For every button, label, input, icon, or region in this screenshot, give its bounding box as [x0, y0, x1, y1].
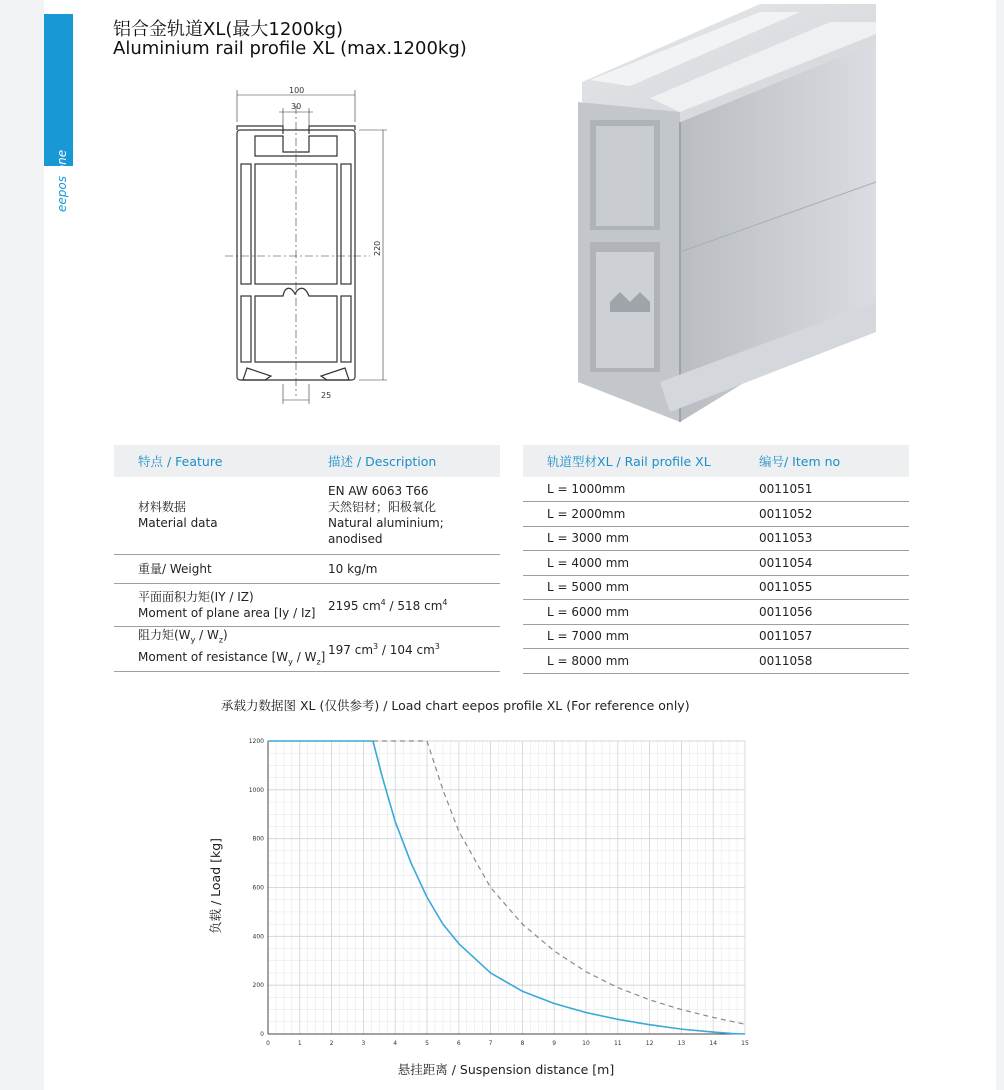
item-cell: 0011057	[759, 624, 909, 649]
length-cell: L = 5000 mm	[523, 575, 759, 600]
y-tick-label: 600	[252, 884, 264, 892]
x-tick-label: 6	[456, 1040, 461, 1047]
x-tick-label: 11	[613, 1040, 622, 1047]
table-row	[523, 600, 909, 625]
feature-en: Moment of resistance $[W_y / W_z]$	[138, 649, 326, 666]
profile-header: 轨道型材XL / Rail profile XL	[523, 445, 759, 477]
x-tick-label: 2	[329, 1040, 334, 1047]
y-tick-label: 1200	[248, 738, 264, 745]
chart-grid	[268, 741, 745, 1034]
item-cell: 0011052	[759, 502, 909, 527]
desc-line: 天然铝材；阳极氧化	[328, 500, 437, 515]
length-cell: L = 4000 mm	[523, 551, 759, 576]
chart-title: 承载力数据图 XL (仅供参考) / Load chart eepos profile XL (For reference only)	[221, 698, 690, 713]
table-row	[523, 502, 909, 527]
feature-cn: 重量/ Weight	[138, 561, 212, 576]
desc-line: EN AW 6063 T66	[328, 484, 429, 499]
item-cell: 0011058	[759, 649, 909, 674]
x-tick-label: 14	[709, 1040, 718, 1047]
brand-part2: one	[55, 149, 69, 173]
x-tick-label: 9	[552, 1040, 557, 1047]
item-cell: 0011056	[759, 600, 909, 625]
x-tick-label: 12	[645, 1040, 654, 1047]
table-row	[523, 526, 909, 551]
table-row	[114, 477, 500, 554]
desc-sup: 3	[373, 642, 379, 651]
desc-value: 2195 cm	[328, 599, 381, 613]
brand-tab	[44, 14, 73, 166]
desc-sup: 4	[442, 598, 448, 607]
table-row	[114, 554, 500, 583]
x-tick-label: 4	[393, 1040, 398, 1047]
x-axis-label: 悬挂距离 / Suspension distance [m]	[397, 1062, 615, 1077]
x-tick-label: 1	[297, 1040, 302, 1047]
y-tick-label: 1000	[248, 786, 264, 794]
desc-line: anodised	[328, 532, 383, 547]
x-tick-label: 13	[677, 1040, 686, 1047]
table-row	[114, 583, 500, 626]
table-row	[523, 477, 909, 502]
feature-cn: 平面面积力矩(IY / IZ)	[138, 589, 254, 604]
feature-cn: 材料数据	[138, 500, 187, 515]
desc-value: 197 cm	[328, 643, 374, 657]
brand-part1: eepos	[55, 176, 69, 212]
desc-value: / 104 cm	[378, 643, 435, 657]
dim-width-label: 100	[289, 86, 305, 95]
desc-value: / 518 cm	[385, 599, 443, 613]
dim-height-label: 220	[373, 240, 382, 256]
page-title-en: Aluminium rail profile XL (max.1200kg)	[113, 38, 467, 59]
table-row	[523, 575, 909, 600]
feature-en: Material data	[138, 516, 218, 531]
desc-sup: 3	[434, 642, 440, 651]
table-row	[523, 649, 909, 674]
item-cell: 0011053	[759, 526, 909, 551]
length-cell: L = 3000 mm	[523, 526, 759, 551]
profile-drawing	[225, 86, 405, 406]
y-tick-label: 400	[252, 933, 264, 941]
y-tick-label: 0	[260, 1031, 264, 1038]
feature-header: 特点 / Feature	[114, 445, 328, 477]
dim-slot-label: 30	[291, 102, 302, 111]
x-tick-label: 7	[488, 1040, 493, 1047]
length-cell: L = 1000mm	[523, 477, 759, 502]
table-row	[523, 551, 909, 576]
page-title-cn: 铝合金轨道XL(最大1200kg)	[113, 19, 344, 40]
dim-bottom-label: 25	[321, 391, 332, 400]
length-cell: L = 8000 mm	[523, 649, 759, 674]
x-tick-label: 8	[520, 1040, 525, 1047]
desc-line: 10 kg/m	[328, 561, 378, 576]
y-tick-label: 800	[252, 835, 264, 843]
item-cell: 0011055	[759, 575, 909, 600]
x-tick-label: 10	[582, 1040, 590, 1047]
length-cell: L = 7000 mm	[523, 624, 759, 649]
brand-logo-text	[55, 150, 69, 212]
feature-cn: 阻力矩$(W_y / W_z)$	[138, 628, 228, 645]
feature-en: Moment of plane area [Iy / Iz]	[138, 605, 316, 620]
item-cell: 0011054	[759, 551, 909, 576]
x-tick-label: 15	[741, 1040, 749, 1047]
length-cell: L = 6000 mm	[523, 600, 759, 625]
load-chart	[200, 726, 760, 1081]
length-cell: L = 2000mm	[523, 502, 759, 527]
x-tick-label: 0	[266, 1040, 270, 1047]
desc-line: Natural aluminium;	[328, 516, 444, 531]
item-cell: 0011051	[759, 477, 909, 502]
table-row	[523, 624, 909, 649]
feature-table	[114, 445, 500, 672]
item-header: 编号/ Item no	[759, 445, 909, 477]
table-row	[114, 626, 500, 671]
x-tick-label: 3	[361, 1040, 366, 1047]
y-axis-label: 负载 / Load [kg]	[208, 837, 223, 935]
desc-sup: 4	[380, 598, 386, 607]
x-tick-label: 5	[425, 1040, 429, 1047]
rail-profile-table	[523, 445, 909, 674]
description-header: 描述 / Description	[328, 445, 500, 477]
y-tick-label: 200	[252, 982, 264, 990]
rail-product-image	[560, 2, 876, 422]
